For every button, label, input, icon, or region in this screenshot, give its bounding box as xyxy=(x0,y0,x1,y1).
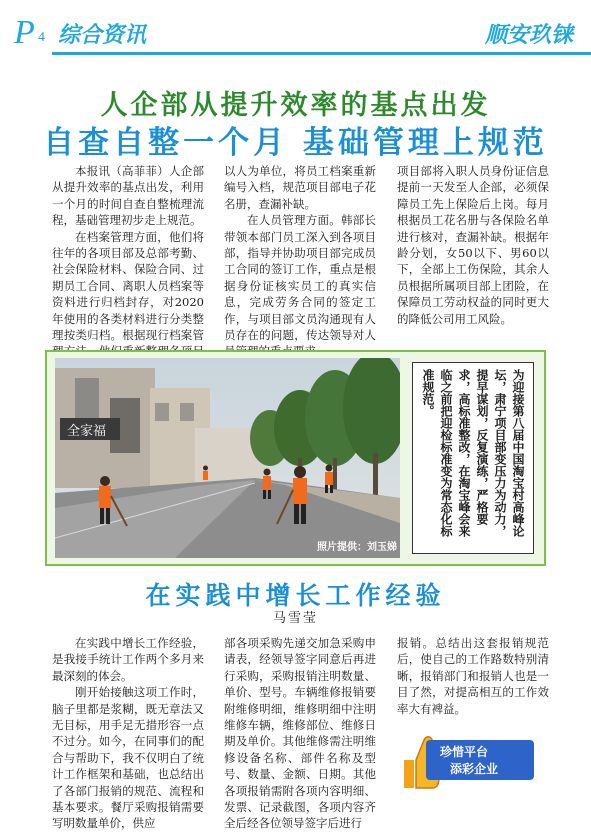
worker-figure xyxy=(203,466,208,481)
photo-caption-box xyxy=(412,362,534,554)
article2-column-3 xyxy=(397,635,549,717)
page-header xyxy=(0,0,591,58)
paragraph: 本报讯（高菲菲）人企部从提升效率的基点出发，利用一个月的时间自查自整梳理流程，基础管理初步走上规范。 xyxy=(52,164,204,228)
header-divider xyxy=(52,52,591,55)
page-letter: P xyxy=(14,14,35,51)
paragraph: 在档案管理方面，他们将往年的各项目部及总部考勤、社会保险材料、保险合同、过期员工合同、离职人员档案等资料进行归档封存，对2020年使用的各类材料进行分类整理按类归档。根据现行档案管 xyxy=(52,229,204,343)
slogan-logo xyxy=(396,730,536,792)
article1-column-1 xyxy=(52,163,204,376)
photo-credit: 照片提供：刘玉娣 xyxy=(317,542,397,553)
article2-column-2 xyxy=(224,635,376,832)
slogan-line-1: 珍惜平台 xyxy=(440,745,489,759)
photo-caption: 为迎接第八届中国淘宝村高峰论坛，肃宁项目部变压力为动力，提早谋划，反复演练，严格要求，高标准整改，在淘宝峰会来临之前把迎检标准变为常态化标准规范。 xyxy=(421,369,525,537)
paragraph: 部各项采购先递交加急采购申请表，经领导签字同意后再进行采购，采购报销注明数量、单价、型号。车辆维修报销要附维修明细，维修明细中注明维修车辆，维修部位、维修日期及单价。其他维修需注明维修设备名称、部件名称及型号、数量、金额、日期。其他各项报销需附各项内容明细、发票、记录截图，各项内容齐全后经各位领导签字后进行 xyxy=(224,636,376,831)
article1-column-3 xyxy=(397,163,549,327)
paragraph: 项目部将入职人员身份证信息提前一天发至人企部，必须保障员工先上保险后上岗。每月根据员工花名册与各保险名单进行核对，查漏补缺。根据年龄分划，女50以下、男60以下，全部上工伤保险，其余人员根据所属项目部上团险，在保障员工劳动权益的同时更大的降低公司用工风险。 xyxy=(397,164,549,326)
article1-title: 自查自整一个月 基础管理上规范 xyxy=(43,125,548,161)
photo-illustration xyxy=(55,358,400,558)
article2-column-1 xyxy=(52,635,204,832)
article2-author: 马雪莹 xyxy=(272,611,318,626)
section-name: 综合资讯 xyxy=(58,22,147,48)
paragraph: 以人为单位，将员工档案重新编号入档，规范项目部电子花名册，查漏补缺。 xyxy=(224,164,376,211)
paragraph: 在人员管理方面。韩部长带领本部门员工深入到各项目部，指导并协助项目部完成员工合同的签订工作，重点是根据身份证核实员工的真实信息，完成劳务合同的签定工作，与项目部文员沟通现有人员存在的问题，传达领导对人 xyxy=(224,213,376,343)
paragraph: 刚开始接触这项工作时，脑子里都是浆糊，既无章法又无目标，用手足无措形容一点不过分。如今，在同事们的配合与帮助下，我不仅明白了统计工作框架和基础，也总结出了各部门报销的规范、流程和基本要求。餐厅采购报销需要写明数量单价，供应 xyxy=(52,685,204,831)
paragraph: 在实践中增长工作经验，是我接手统计工作两个多月来最深刻的体会。 xyxy=(52,636,204,683)
shop-sign-text: 全家福 xyxy=(67,424,107,439)
brand-name: 顺安玖铼 xyxy=(484,22,573,48)
photo-frame xyxy=(45,350,546,566)
article1-subtitle: 人企部从提升效率的基点出发 xyxy=(100,90,491,121)
paragraph: 报销。总结出这套报销规范后，使自己的工作路数特别清晰，报销部门和报销人也是一目了然，对提高相互的工作效率大有裨益。 xyxy=(397,636,549,716)
article2-title: 在实践中增长工作经验 xyxy=(145,581,446,610)
slogan-line-2: 添彩企业 xyxy=(450,762,499,776)
page-number: 4 xyxy=(38,30,45,45)
street-cleaning-photo xyxy=(55,358,400,558)
